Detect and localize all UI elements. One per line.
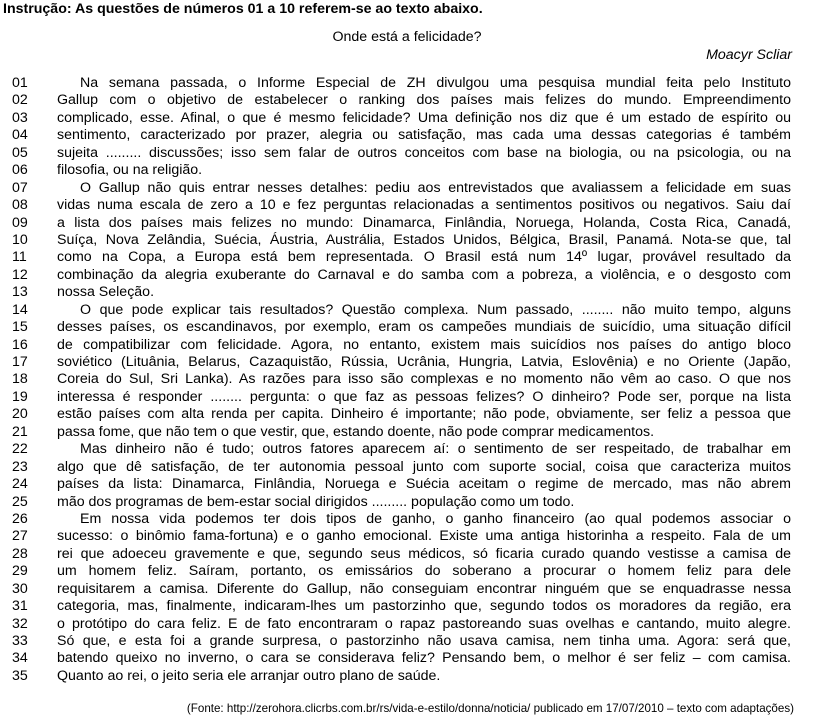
text-line xyxy=(0,424,814,441)
text-line xyxy=(0,215,814,232)
line-text: o protótipo do cara feliz. E de fato encontraram o rapaz pastoreando suas ovelhas e cantando, muito alegre. xyxy=(57,615,791,632)
line-number: 15 xyxy=(12,319,28,336)
line-number: 28 xyxy=(12,545,28,562)
line-number: 27 xyxy=(12,528,28,545)
line-text: sucesso: o binômio fama-fortuna) e o ganho emocional. Existe uma antiga historinha a respeito. Fala de um xyxy=(57,528,791,545)
line-number: 25 xyxy=(12,493,28,510)
text-line xyxy=(0,616,814,633)
text-author: Moacyr Scliar xyxy=(706,47,792,63)
line-text: vidas numa escala de zero a 10 e fez perguntas relacionadas a sentimentos positivos ou negativos. Saiu daí xyxy=(57,197,791,214)
line-text: Gallup com o objetivo de estabelecer o ranking dos países mais felizes do mundo. Empreendimento xyxy=(57,92,791,109)
line-text: Suíça, Nova Zelândia, Suécia, Áustria, Austrália, Estados Unidos, Bélgica, Brasil, Panamá. Nota-se que, tal xyxy=(57,231,791,248)
text-line xyxy=(0,232,814,249)
line-text: Coreia do Sul, Sri Lanka). As razões para isso são complexas e no momento não vêm ao caso. O que nos xyxy=(57,371,791,388)
text-line xyxy=(0,284,814,301)
line-text: desses países, os escandinavos, por exemplo, eram os campeões mundiais de suicídio, uma situação difícil xyxy=(57,319,791,336)
text-line xyxy=(0,633,814,650)
line-text: O Gallup não quis entrar nesses detalhes: pediu aos entrevistados que avaliassem a felicidade em suas xyxy=(80,179,791,196)
line-text: filosofia, ou na religião. xyxy=(57,162,203,179)
line-number: 01 xyxy=(12,75,28,91)
line-number: 20 xyxy=(12,406,28,423)
text-line xyxy=(0,371,814,388)
text-line xyxy=(0,197,814,214)
text-line xyxy=(0,406,814,423)
text-line xyxy=(0,389,814,406)
line-text: países da lista: Dinamarca, Finlândia, Noruega e Suécia aceitam o regime de mercado, mas não abrem xyxy=(57,476,791,493)
instruction-heading: Instrução: As questões de números 01 a 10 referem-se ao texto abaixo. xyxy=(3,1,483,17)
line-text: O que pode explicar tais resultados? Questão complexa. Num passado, ........ não muito tempo, alguns xyxy=(80,301,791,318)
line-text: Na semana passada, o Informe Especial de ZH divulgou uma pesquisa mundial feita pelo Instituto xyxy=(80,75,791,91)
line-number: 26 xyxy=(12,510,28,527)
line-number: 32 xyxy=(12,615,28,632)
line-number: 17 xyxy=(12,354,28,370)
text-line xyxy=(0,249,814,266)
text-line xyxy=(0,267,814,284)
text-line xyxy=(0,92,814,109)
line-number: 29 xyxy=(12,563,28,580)
text-line xyxy=(0,511,814,528)
text-line xyxy=(0,302,814,319)
line-text: como na Copa, a Europa está bem representada. O Brasil está num 14º lugar, provável resultado da xyxy=(57,249,791,266)
line-number: 10 xyxy=(12,231,28,248)
line-number: 07 xyxy=(12,179,28,196)
line-number: 24 xyxy=(12,476,28,493)
line-number: 02 xyxy=(12,92,28,109)
line-number: 03 xyxy=(12,109,28,126)
line-text: sentimento, caracterizado por prazer, alegria ou satisfação, mas cada uma dessas categorias é também xyxy=(57,127,791,144)
text-line xyxy=(0,528,814,545)
line-number: 05 xyxy=(12,144,28,161)
line-number: 23 xyxy=(12,458,28,475)
text-line xyxy=(0,162,814,179)
line-text: Quanto ao rei, o jeito seria ele arranjar outro plano de saúde. xyxy=(57,667,441,684)
line-number: 19 xyxy=(12,388,28,405)
text-line xyxy=(0,127,814,144)
line-text: combinação da alegria exuberante do Carnaval e do samba com a pobreza, a violência, e o desgosto com xyxy=(57,266,791,283)
line-number: 18 xyxy=(12,371,28,388)
text-line xyxy=(0,476,814,493)
line-text: requisitarem a camisa. Diferente do Gallup, não conseguiam encontrar ninguém que se enquadrasse nessa xyxy=(57,580,791,597)
line-number: 06 xyxy=(12,162,28,179)
text-line xyxy=(0,75,814,92)
numbered-text xyxy=(0,75,814,685)
text-line xyxy=(0,650,814,667)
line-text: estão países com alta renda per capita. Dinheiro é importante; não pode, obviamente, ser feliz a pessoa que xyxy=(57,406,791,423)
line-number: 34 xyxy=(12,650,28,667)
line-number: 21 xyxy=(12,423,28,440)
line-text: batendo queixo no inverno, o cara se considerava feliz? Pensando bem, o melhor é ser feliz – com camisa. xyxy=(57,650,791,667)
text-line xyxy=(0,180,814,197)
line-text: soviético (Lituânia, Belarus, Cazaquistão, Rússia, Ucrânia, Hungria, Latvia, Eslovênia) e no Oriente (Japão, xyxy=(57,354,791,370)
line-text: um homem feliz. Saíram, portanto, os emissários do soberano a procurar o homem feliz para dele xyxy=(57,563,791,580)
line-text: Mas dinheiro não é tudo; outros fatores aparecem aí: o sentimento de ser respeitado, de trabalhar em xyxy=(80,441,791,458)
line-number: 08 xyxy=(12,197,28,214)
line-text: nossa Seleção. xyxy=(57,284,155,301)
text-line xyxy=(0,668,814,685)
text-line xyxy=(0,441,814,458)
line-number: 04 xyxy=(12,127,28,144)
line-number: 31 xyxy=(12,598,28,615)
line-number: 09 xyxy=(12,214,28,231)
text-line xyxy=(0,598,814,615)
line-text: rei que adoeceu gravemente e que, segundo seus médicos, só ficaria curado quando vestisse a camisa de xyxy=(57,545,791,562)
line-number: 22 xyxy=(12,441,28,458)
line-text: interessa é responder ........ pergunta: o que faz as pessoas felizes? O dinheiro? Pode ser, porque na lista xyxy=(57,388,791,405)
source-citation: (Fonte: http://zerohora.clicrbs.com.br/rs/vida-e-estilo/donna/noticia/ publicado em 17/07/2010 – texto com adaptações) xyxy=(186,702,794,715)
line-number: 35 xyxy=(12,667,28,684)
line-text: Em nossa vida podemos ter dois tipos de ganho, o ganho financeiro (ao qual podemos associar o xyxy=(80,510,791,527)
line-text: de compatibilizar com felicidade. Agora, no entanto, existem mais suicídios nos países do antigo bloco xyxy=(57,336,791,353)
text-line xyxy=(0,110,814,127)
text-line xyxy=(0,546,814,563)
line-text: Só que, e esta foi a grande surpresa, o pastorzinho não usava camisa, nem tinha uma. Agora: será que, xyxy=(57,633,791,649)
line-number: 33 xyxy=(12,633,28,649)
line-text: complicado, esse. Afinal, o que é mesmo felicidade? Uma definição nos diz que é um estado de espírito ou xyxy=(57,109,791,126)
text-line xyxy=(0,354,814,371)
line-number: 30 xyxy=(12,580,28,597)
text-line xyxy=(0,563,814,580)
line-text: categoria, mas, finalmente, indicaram-lhes um pastorzinho que, segundo todos os moradores da região, era xyxy=(57,598,791,615)
line-number: 14 xyxy=(12,301,28,318)
line-number: 12 xyxy=(12,266,28,283)
text-line xyxy=(0,337,814,354)
line-number: 11 xyxy=(12,249,27,266)
line-text: a lista dos países mais felizes no mundo: Dinamarca, Finlândia, Noruega, Holanda, Costa Rica, Canadá, xyxy=(57,214,791,231)
text-title: Onde está a felicidade? xyxy=(332,29,482,45)
text-line xyxy=(0,581,814,598)
text-line xyxy=(0,494,814,511)
line-text: algo que dê satisfação, de ter autonomia pessoal junto com suporte social, coisa que caracteriza muitos xyxy=(57,458,791,475)
line-number: 13 xyxy=(12,284,28,301)
line-text: sujeita ......... discussões; isso sem falar de outros conceitos com base na biologia, ou na psicologia, ou na xyxy=(57,144,791,161)
line-number: 16 xyxy=(12,336,28,353)
line-text: mão dos programas de bem-estar social dirigidos ......... população como um todo. xyxy=(57,493,575,510)
text-line xyxy=(0,319,814,336)
text-line xyxy=(0,145,814,162)
line-text: passa fome, que não tem o que vestir, que, estando doente, não pode comprar medicamentos. xyxy=(57,423,655,440)
text-line xyxy=(0,459,814,476)
